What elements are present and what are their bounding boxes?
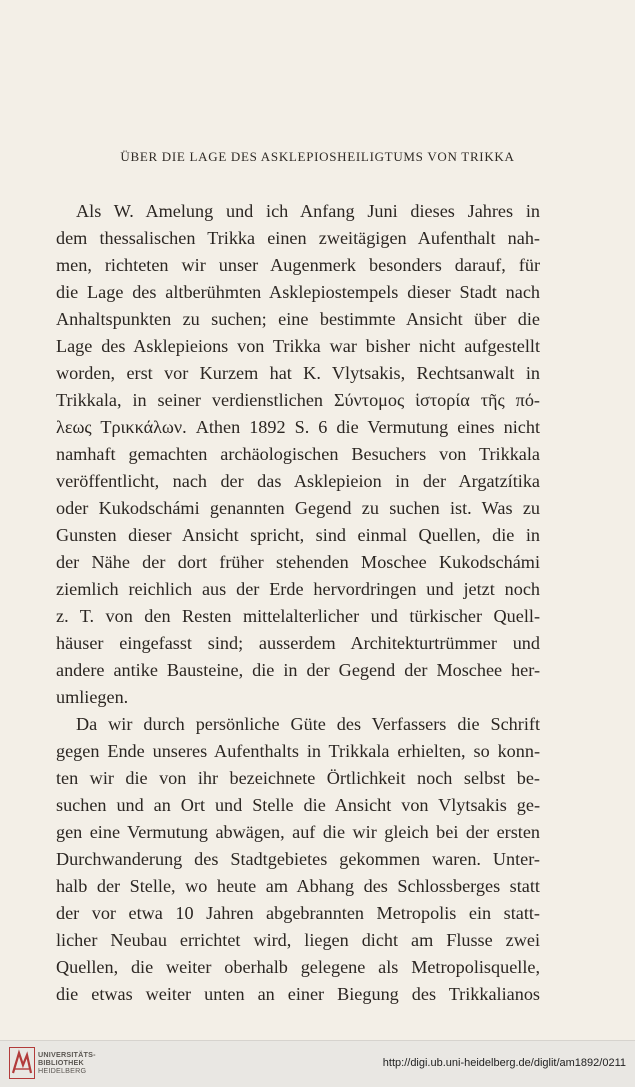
text-line: worden, erst vor Kurzem hat K. Vlytsakis, Rechtsanwalt in <box>56 363 540 383</box>
library-name <box>38 1051 96 1076</box>
text-line: Lage des Asklepieions von Trikka war bisher nicht aufgestellt <box>56 336 540 356</box>
text-line: Quellen, die weiter oberhalb gelegene als Metropolisquelle, <box>56 957 540 977</box>
text-line: veröffentlicht, nach der das Asklepieion in der Argatzítika <box>56 471 540 491</box>
text-line: Als W. Amelung und ich Anfang Juni dieses Jahres in <box>76 201 540 221</box>
permalink-url[interactable]: http://digi.ub.uni-heidelberg.de/diglit/am1892/0211 <box>382 1057 626 1069</box>
page-heading: ÜBER DIE LAGE DES ASKLEPIOSHEILIGTUMS VON TRIKKA <box>120 149 515 164</box>
text-line: häuser eingefasst sind; ausserdem Architekturtrümmer und <box>56 633 540 653</box>
text-line: Trikkala, in seiner verdienstlichen Σύντομος ἱστορία τῆς πό- <box>56 390 540 410</box>
library-name-line: UNIVERSITÄTS- <box>38 1050 96 1059</box>
text-line: Gunsten dieser Ansicht spricht, sind einmal Quellen, die in <box>56 525 540 545</box>
text-line: halb der Stelle, wo heute am Abhang des Schlossberges statt <box>56 876 540 896</box>
library-name-line: HEIDELBERG <box>38 1066 87 1076</box>
text-line: men, richteten wir unser Augenmerk besonders darauf, für <box>56 255 540 275</box>
text-line: licher Neubau errichtet wird, liegen dicht am Flusse zwei <box>56 930 540 950</box>
text-line: der vor etwa 10 Jahren abgebrannten Metropolis ein statt- <box>56 903 540 923</box>
text-line: λεως Τρικκάλων. Athen 1892 S. 6 die Vermutung eines nicht <box>56 417 540 437</box>
footer-bar <box>0 1040 635 1087</box>
text-line: andere antike Bausteine, die in der Gegend der Moschee her- <box>56 660 540 680</box>
text-line: gegen Ende unseres Aufenthalts in Trikkala erhielten, so konn- <box>56 741 540 761</box>
text-line: suchen und an Ort und Stelle die Ansicht von Vlytsakis ge- <box>56 795 540 815</box>
text-line: der Nähe der dort früher stehenden Moschee Kukodschámi <box>56 552 540 572</box>
text-line: dem thessalischen Trikka einen zweitägigen Aufenthalt nah- <box>56 228 540 248</box>
text-line: Da wir durch persönliche Güte des Verfassers die Schrift <box>76 714 540 734</box>
text-line: ziemlich reichlich aus der Erde hervordringen und jetzt noch <box>56 579 540 599</box>
university-library-logo-icon <box>9 1047 35 1079</box>
text-line: oder Kukodschámi genannten Gegend zu suchen ist. Was zu <box>56 498 540 518</box>
library-name-line: BIBLIOTHEK <box>38 1058 84 1068</box>
text-line: Anhaltspunkten zu suchen; eine bestimmte Ansicht über die <box>56 309 540 329</box>
text-line: ten wir die von ihr bezeichnete Örtlichkeit noch selbst be- <box>56 768 540 788</box>
text-line: Durchwanderung des Stadtgebietes gekommen waren. Unter- <box>56 849 540 869</box>
text-line: die Lage des altberühmten Asklepiostempels dieser Stadt nach <box>56 282 540 302</box>
text-line: umliegen. <box>56 687 129 707</box>
text-line: gen eine Vermutung abwägen, auf die wir gleich bei der ersten <box>56 822 540 842</box>
text-line: z. T. von den Resten mittelalterlicher und türkischer Quell- <box>56 606 540 626</box>
text-line: namhaft gemachten archäologischen Besuchers von Trikkala <box>56 444 540 464</box>
text-line: die etwas weiter unten an einer Biegung des Trikkalianos <box>56 984 540 1004</box>
